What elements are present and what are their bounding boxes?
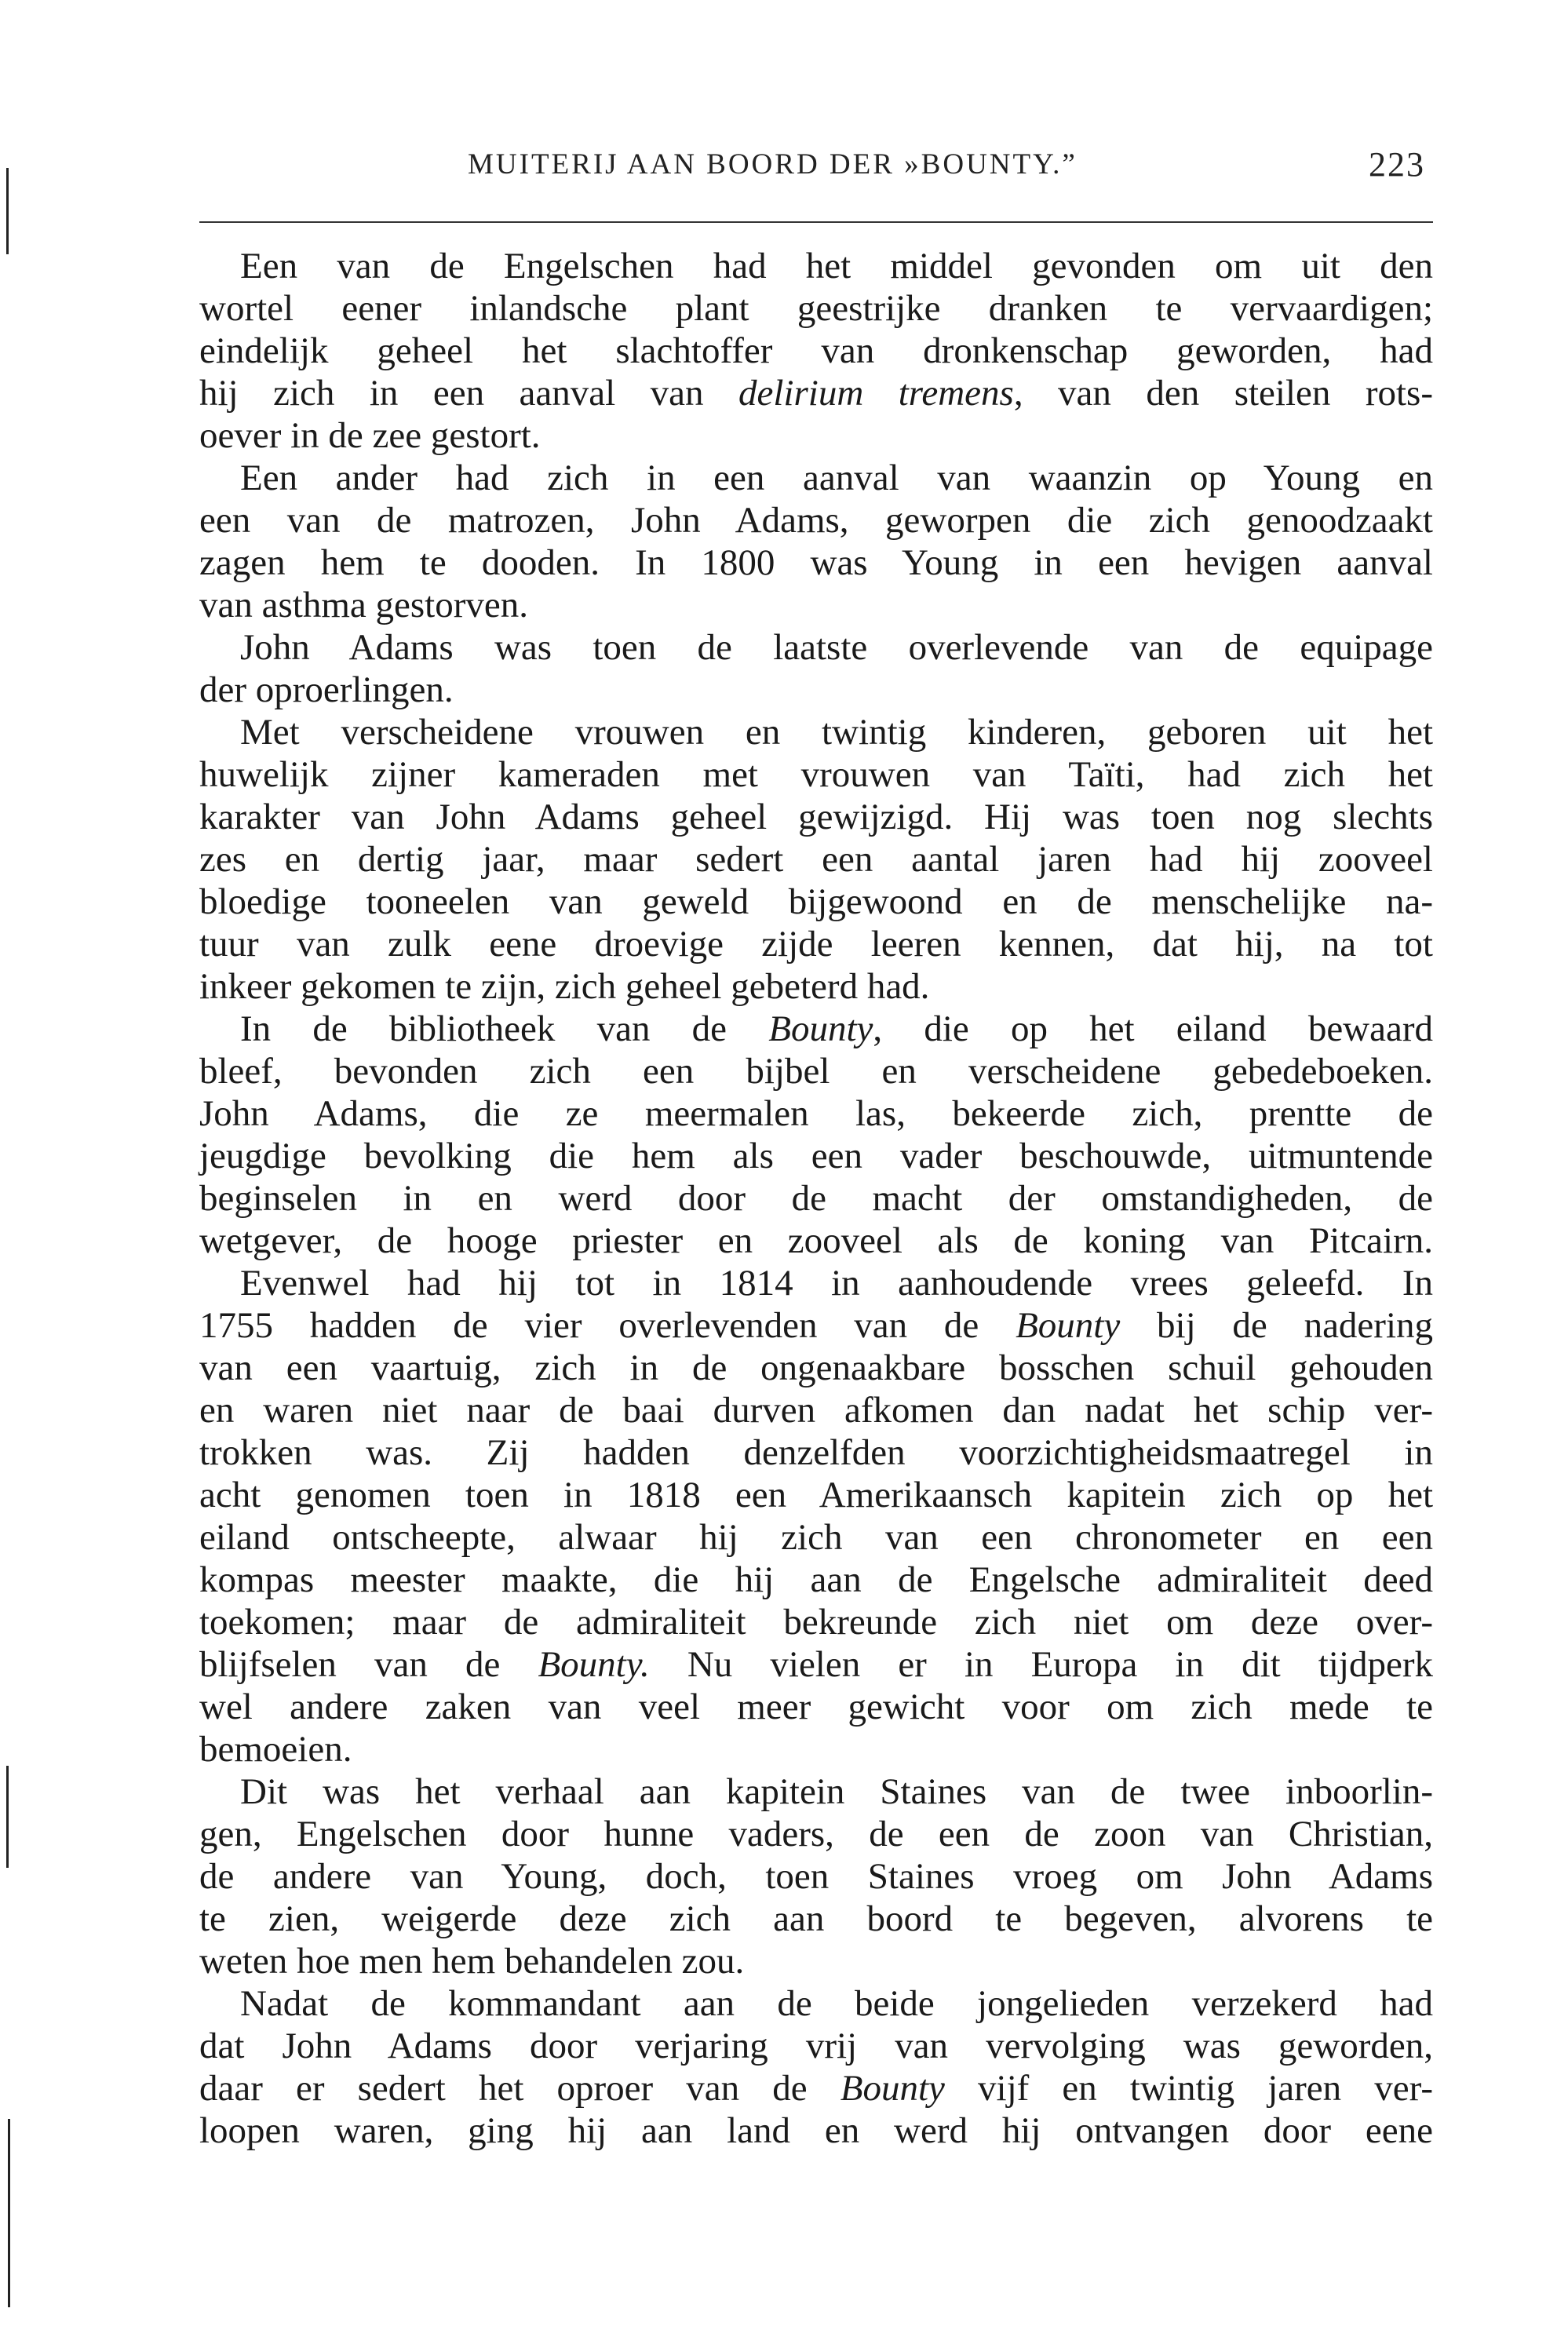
text-line: dat John Adams door verjaring vrij van vervolging was geworden, bbox=[199, 2026, 1433, 2066]
italic-ship-name: Bounty bbox=[1016, 1305, 1121, 1346]
text-line: wetgever, de hooge priester en zooveel als de koning van Pitcairn. bbox=[199, 1220, 1433, 1261]
text-line: bloedige tooneelen van geweld bijgewoond en de menschelijke na- bbox=[199, 881, 1433, 922]
text-segment: vijf en twintig jaren ver- bbox=[944, 2068, 1433, 2109]
text-line: John Adams, die ze meermalen las, bekeerde zich, prentte de bbox=[199, 1093, 1433, 1134]
body-text bbox=[199, 245, 1433, 2152]
text-line: Evenwel had hij tot in 1814 in aanhoudende vrees geleefd. In bbox=[240, 1263, 1433, 1304]
italic-ship-name: Bounty bbox=[840, 2068, 945, 2109]
text-segment: blijfselen van de bbox=[199, 1644, 501, 1685]
text-line: bemoeien. bbox=[199, 1729, 352, 1770]
text-line: jeugdige bevolking die hem als een vader beschouwde, uitmuntende bbox=[199, 1136, 1433, 1176]
text-line: beginselen in en werd door de macht der omstandigheden, de bbox=[199, 1178, 1433, 1219]
text-line: tuur van zulk eene droevige zijde leeren kennen, dat hij, na tot bbox=[199, 924, 1433, 965]
text-line: wortel eener inlandsche plant geestrijke dranken te vervaardigen; bbox=[199, 288, 1433, 329]
running-title: MUITERIJ AAN BOORD DER »BOUNTY.” bbox=[468, 148, 1078, 181]
text-line: van een vaartuig, zich in de ongenaakbare bosschen schuil gehouden bbox=[199, 1347, 1433, 1388]
text-line: zagen hem te dooden. In 1800 was Young in een hevigen aanval bbox=[199, 542, 1433, 583]
text-segment: hij zich in een aanval van bbox=[199, 373, 704, 414]
text-line: de andere van Young, doch, toen Staines vroeg om John Adams bbox=[199, 1856, 1433, 1897]
scan-edge-mark bbox=[6, 168, 9, 254]
scan-edge-mark bbox=[6, 1766, 9, 1868]
text-line: te zien, weigerde deze zich aan boord te begeven, alvorens te bbox=[199, 1898, 1433, 1939]
text-segment: , die op het eiland bewaard bbox=[873, 1008, 1433, 1049]
text-line: der oproerlingen. bbox=[199, 669, 454, 710]
text-segment: bij de nadering bbox=[1120, 1305, 1433, 1346]
text-line: loopen waren, ging hij aan land en werd hij ontvangen door eene bbox=[199, 2110, 1433, 2151]
text-segment: 1755 hadden de vier overlevenden van de bbox=[199, 1305, 979, 1346]
text-line: John Adams was toen de laatste overlevende van de equipage bbox=[240, 627, 1433, 668]
text-line: trokken was. Zij hadden denzelfden voorzichtigheidsmaatregel in bbox=[199, 1432, 1433, 1473]
text-line: acht genomen toen in 1818 een Amerikaansch kapitein zich op het bbox=[199, 1475, 1433, 1515]
text-line-mixed bbox=[199, 1008, 1433, 1050]
text-line: van asthma gestorven. bbox=[199, 585, 528, 625]
text-segment: In de bibliotheek van de bbox=[240, 1008, 727, 1049]
text-line: en waren niet naar de baai durven afkomen dan nadat het schip ver- bbox=[199, 1390, 1433, 1431]
text-line: toekomen; maar de admiraliteit bekreunde zich niet om deze over- bbox=[199, 1602, 1433, 1643]
text-line: eindelijk geheel het slachtoffer van dronkenschap geworden, had bbox=[199, 330, 1433, 371]
italic-ship-name: Bounty bbox=[768, 1008, 873, 1049]
italic-phrase: delirium tremens bbox=[738, 373, 1014, 414]
text-line: eiland ontscheepte, alwaar hij zich van een chronometer en een bbox=[199, 1517, 1433, 1558]
text-line: Met verscheidene vrouwen en twintig kinderen, geboren uit het bbox=[240, 712, 1433, 753]
header-rule bbox=[199, 221, 1433, 223]
text-line-mixed bbox=[199, 2067, 1433, 2110]
text-line: oever in de zee gestort. bbox=[199, 415, 541, 456]
text-line: Een ander had zich in een aanval van waanzin op Young en bbox=[240, 458, 1433, 498]
text-segment: daar er sedert het oproer van de bbox=[199, 2068, 808, 2109]
text-line: zes en dertig jaar, maar sedert een aantal jaren had hij zooveel bbox=[199, 839, 1433, 880]
text-line: karakter van John Adams geheel gewijzigd. Hij was toen nog slechts bbox=[199, 797, 1433, 837]
page-number: 223 bbox=[1369, 145, 1425, 184]
text-line: huwelijk zijner kameraden met vrouwen van Taïti, had zich het bbox=[199, 754, 1433, 795]
italic-ship-name: Bounty. bbox=[538, 1644, 650, 1685]
text-line-mixed bbox=[199, 1643, 1433, 1686]
text-line: een van de matrozen, John Adams, geworpen die zich genoodzaakt bbox=[199, 500, 1433, 541]
text-line-mixed bbox=[199, 1304, 1433, 1347]
text-line: bleef, bevonden zich een bijbel en verscheidene gebedeboeken. bbox=[199, 1051, 1433, 1092]
text-line: Nadat de kommandant aan de beide jongelieden verzekerd had bbox=[240, 1983, 1433, 2024]
scan-edge-mark bbox=[8, 2119, 10, 2307]
text-segment: Nu vielen er in Europa in dit tijdperk bbox=[649, 1644, 1433, 1685]
text-line: inkeer gekomen te zijn, zich geheel gebeterd had. bbox=[199, 966, 930, 1007]
text-line: wel andere zaken van veel meer gewicht voor om zich mede te bbox=[199, 1687, 1433, 1727]
text-line: gen, Engelschen door hunne vaders, de een de zoon van Christian, bbox=[199, 1814, 1433, 1854]
text-line: Dit was het verhaal aan kapitein Staines van de twee inboorlin- bbox=[240, 1771, 1433, 1812]
text-line: kompas meester maakte, die hij aan de Engelsche admiraliteit deed bbox=[199, 1559, 1433, 1600]
text-line: Een van de Engelschen had het middel gevonden om uit den bbox=[240, 246, 1433, 286]
text-line: weten hoe men hem behandelen zou. bbox=[199, 1941, 745, 1982]
text-segment: , van den steilen rots- bbox=[1013, 373, 1434, 414]
page-header bbox=[196, 145, 1436, 195]
text-line-mixed bbox=[199, 372, 1433, 414]
